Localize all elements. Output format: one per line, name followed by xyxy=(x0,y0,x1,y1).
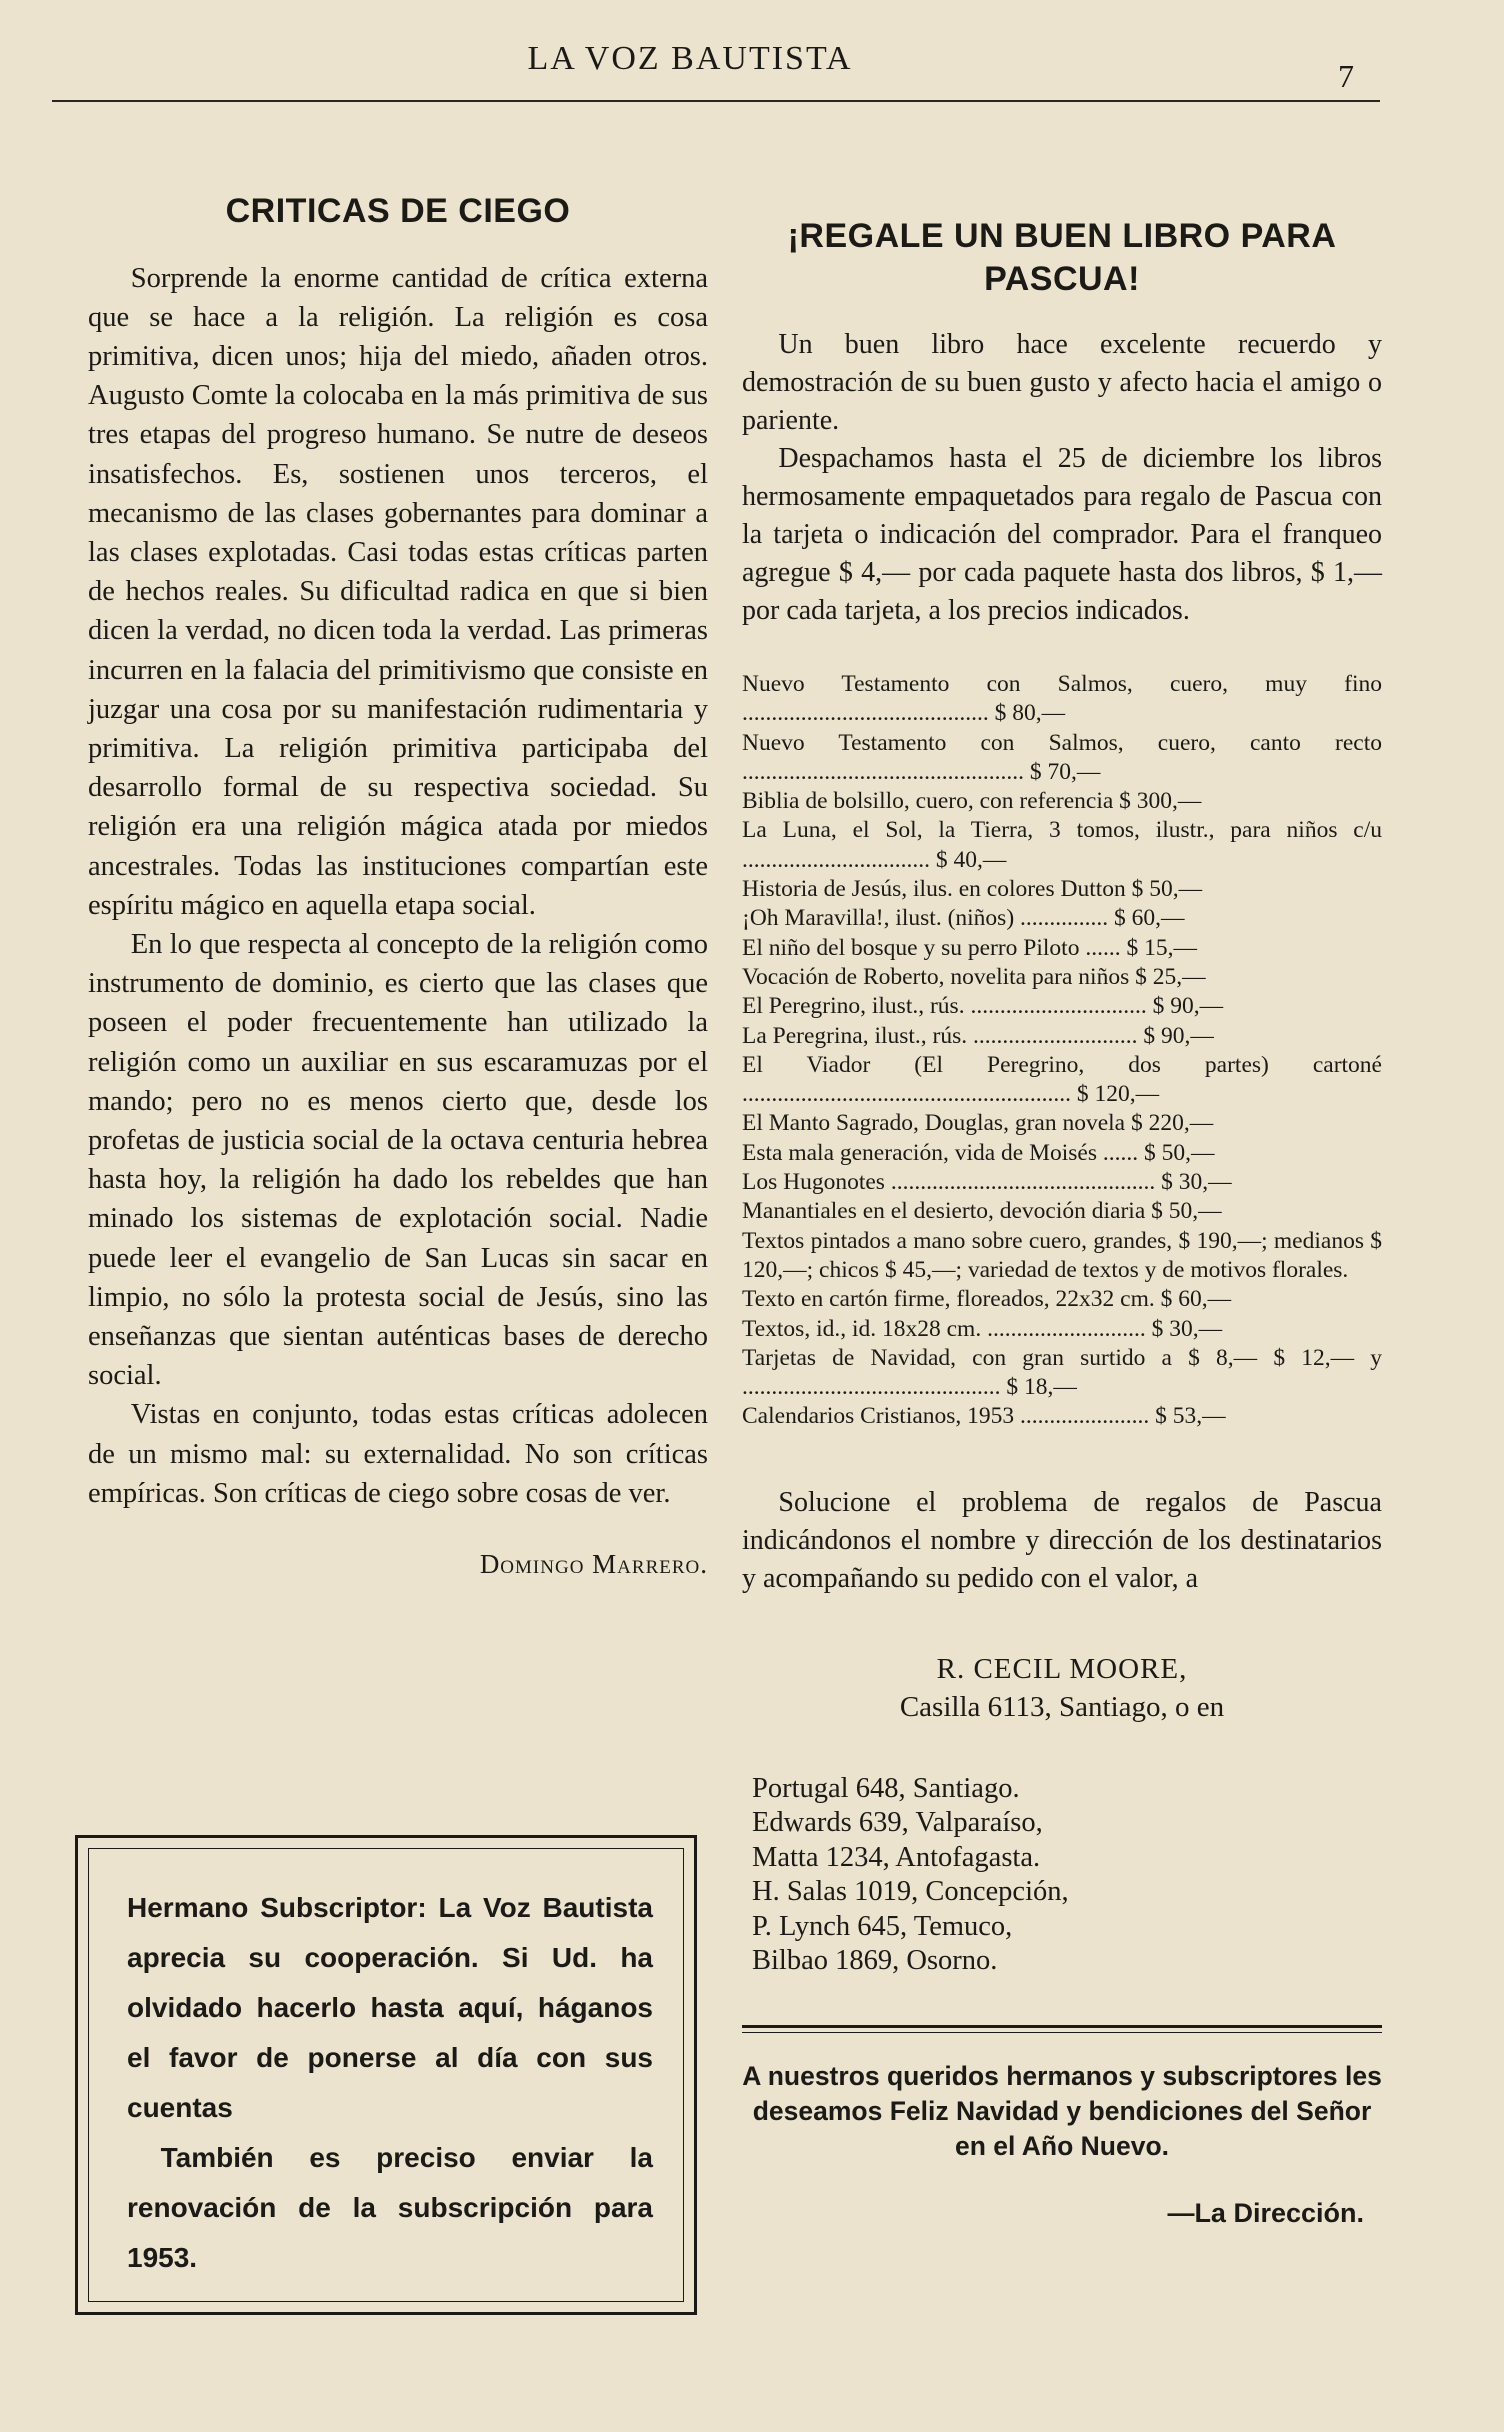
book-price-list xyxy=(742,670,1382,1432)
book-list-item: El Manto Sagrado, Douglas, gran novela $ 220,— xyxy=(742,1110,1214,1137)
book-list-item: Nuevo Testamento con Salmos, cuero, muy fino .......................................... $ 80,— xyxy=(742,671,1382,727)
book-list-item: Tarjetas de Navidad, con gran surtido a $ 8,— $ 12,— y ............................................ $ 18,— xyxy=(742,1344,1382,1401)
divider-thin-line xyxy=(742,2032,1382,2033)
right-article-title: ¡REGALE UN BUEN LIBRO PARA PASCUA! xyxy=(787,217,1337,298)
right-column xyxy=(742,215,1382,2229)
subscriber-notice-inner xyxy=(88,1848,684,2302)
intro-paragraph: Despachamos hasta el 25 de diciembre los libros hermosamente empaquetados para regalo de Pascua con la tarjeta o indicación del comprador. Para el franqueo agregue $ 4,— por cada paquete hasta dos libros, $ 1,— por cada tarjeta, a los precios indicados. xyxy=(742,443,1382,626)
left-article-paragraph: Sorprende la enorme cantidad de crítica externa que se hace a la religión. La religión es cosa primitiva, dicen unos; hija del miedo, añaden otros. Augusto Comte la colocaba en la más primitiva de sus tres etapas del progreso humano. Se nutre de deseos insatisfechos. Es, sostienen unos terceros, el mecanismo de las clases gobernantes para dominar a las clases explotadas. Casi todas estas críticas parten de hechos reales. Su dificultad radica en que si bien dicen la verdad, no dicen toda la verdad. Las primeras incurren en la falacia del primitivismo que consiste en juzgar una cosa por su manifestación rudimentaria y primitiva. La religión primitiva participaba del desarrollo formal de su respectiva sociedad. Su religión era una religión mágica atada por miedos ancestrales. Todas las instituciones compartían este espíritu mágico en aquella etapa social. xyxy=(88,262,708,921)
contact-name: R. CECIL MOORE, xyxy=(936,1652,1188,1685)
book-list-item: Esta mala generación, vida de Moisés ...... $ 50,— xyxy=(742,1139,1215,1166)
divider-thick-line xyxy=(742,2025,1382,2028)
book-list-item: La Peregrina, ilust., rús. ............................ $ 90,— xyxy=(742,1022,1214,1049)
left-article-paragraph: En lo que respecta al concepto de la religión como instrumento de dominio, es cierto que las clases que poseen el poder frecuentemente han utilizado la religión como un auxiliar en sus escaramuzas por el mando; pero no es menos cierto que, desde los profetas de justicia social de la octava centuria hebrea hasta hoy, la religión ha dado los rebeldes que han minado los sistemas de explotación social. Nadie puede leer el evangelio de San Lucas sin sacar en limpio, no sólo la protesta social de Jesús, sino las enseñanzas que sientan auténticas bases de derecho social. xyxy=(88,928,708,1392)
left-article-paragraph: Vistas en conjunto, todas estas críticas adolecen de un mismo mal: su externalidad. No son críticas empíricas. Son críticas de ciego sobre cosas de ver. xyxy=(88,1399,708,1509)
book-list-item: Calendarios Cristianos, 1953 ...................... $ 53,— xyxy=(742,1403,1226,1430)
closing-text xyxy=(742,1484,1382,1598)
book-list-item: El Viador (El Peregrino, dos partes) cartoné ........................................................ $ 120,— xyxy=(742,1051,1382,1108)
intro-paragraph: Un buen libro hace excelente recuerdo y demostración de su buen gusto y afecto hacia el amigo o pariente. xyxy=(742,329,1382,436)
page-number: 7 xyxy=(1338,58,1354,94)
book-list-item: Biblia de bolsillo, cuero, con referencia $ 300,— xyxy=(742,788,1202,815)
address-line: Edwards 639, Valparaíso, xyxy=(752,1807,1043,1839)
notice-paragraph: También es preciso enviar la renovación de la subscripción para 1953. xyxy=(127,2142,653,2273)
book-list-item: Manantiales en el desierto, devoción diaria $ 50,— xyxy=(742,1198,1222,1225)
left-column xyxy=(88,190,708,1580)
book-list-item: La Luna, el Sol, la Tierra, 3 tomos, ilustr., para niños c/u ................................ $ 40,— xyxy=(742,817,1382,873)
contact-po-box: Casilla 6113, Santiago, o en xyxy=(899,1690,1225,1723)
left-article-body xyxy=(88,259,708,1514)
notice-paragraph: Hermano Subscriptor: La Voz Bautista aprecia su cooperación. Si Ud. ha olvidado hacerlo hasta aquí, háganos el favor de ponerse al día con sus cuentas xyxy=(127,1892,653,2123)
book-list-item: Texto en cartón firme, floreados, 22x32 cm. $ 60,— xyxy=(742,1286,1232,1313)
address-line: Bilbao 1869, Osorno. xyxy=(752,1945,998,1977)
address-line: H. Salas 1019, Concepción, xyxy=(752,1876,1069,1908)
direction-signature: —La Dirección. xyxy=(1167,2197,1364,2228)
book-list-item: Textos, id., id. 18x28 cm. ........................... $ 30,— xyxy=(742,1315,1223,1342)
header-rule xyxy=(52,100,1380,102)
section-divider xyxy=(742,2025,1382,2033)
right-article-intro xyxy=(742,326,1382,630)
book-list-item: Textos pintados a mano sobre cuero, grandes, $ 190,—; medianos $ 120,—; chicos $ 45,—; variedad de textos y de motivos florales. xyxy=(742,1227,1382,1283)
author-signature: Domingo Marrero. xyxy=(479,1549,708,1579)
book-list-item: Vocación de Roberto, novelita para niños $ 25,— xyxy=(742,963,1206,990)
address-line: P. Lynch 645, Temuco, xyxy=(752,1910,1013,1942)
book-list-item: Historia de Jesús, ilus. en colores Dutton $ 50,— xyxy=(742,876,1203,903)
book-list-item: Nuevo Testamento con Salmos, cuero, canto recto ................................................ $ 70,— xyxy=(742,729,1382,785)
christmas-greeting: A nuestros queridos hermanos y subscriptores les deseamos Feliz Navidad y bendiciones del Señor en el Año Nuevo. xyxy=(742,2060,1382,2161)
address-line: Portugal 648, Santiago. xyxy=(752,1772,1020,1804)
address-line: Matta 1234, Antofagasta. xyxy=(752,1841,1041,1873)
book-list-item: Los Hugonotes ............................................. $ 30,— xyxy=(742,1169,1232,1196)
running-head-title: LA VOZ BAUTISTA xyxy=(527,40,853,77)
book-list-item: El niño del bosque y su perro Piloto ...... $ 15,— xyxy=(742,934,1197,961)
address-list xyxy=(742,1772,1382,1979)
closing-paragraph: Solucione el problema de regalos de Pascua indicándonos el nombre y dirección de los destinatarios y acompañando su pedido con el valor, a xyxy=(742,1486,1382,1594)
subscriber-notice-box xyxy=(75,1835,697,2315)
book-list-item: ¡Oh Maravilla!, ilust. (niños) ............... $ 60,— xyxy=(742,905,1185,932)
book-list-item: El Peregrino, ilust., rús. .............................. $ 90,— xyxy=(742,993,1224,1020)
left-article-title: CRITICAS DE CIEGO xyxy=(225,192,571,230)
